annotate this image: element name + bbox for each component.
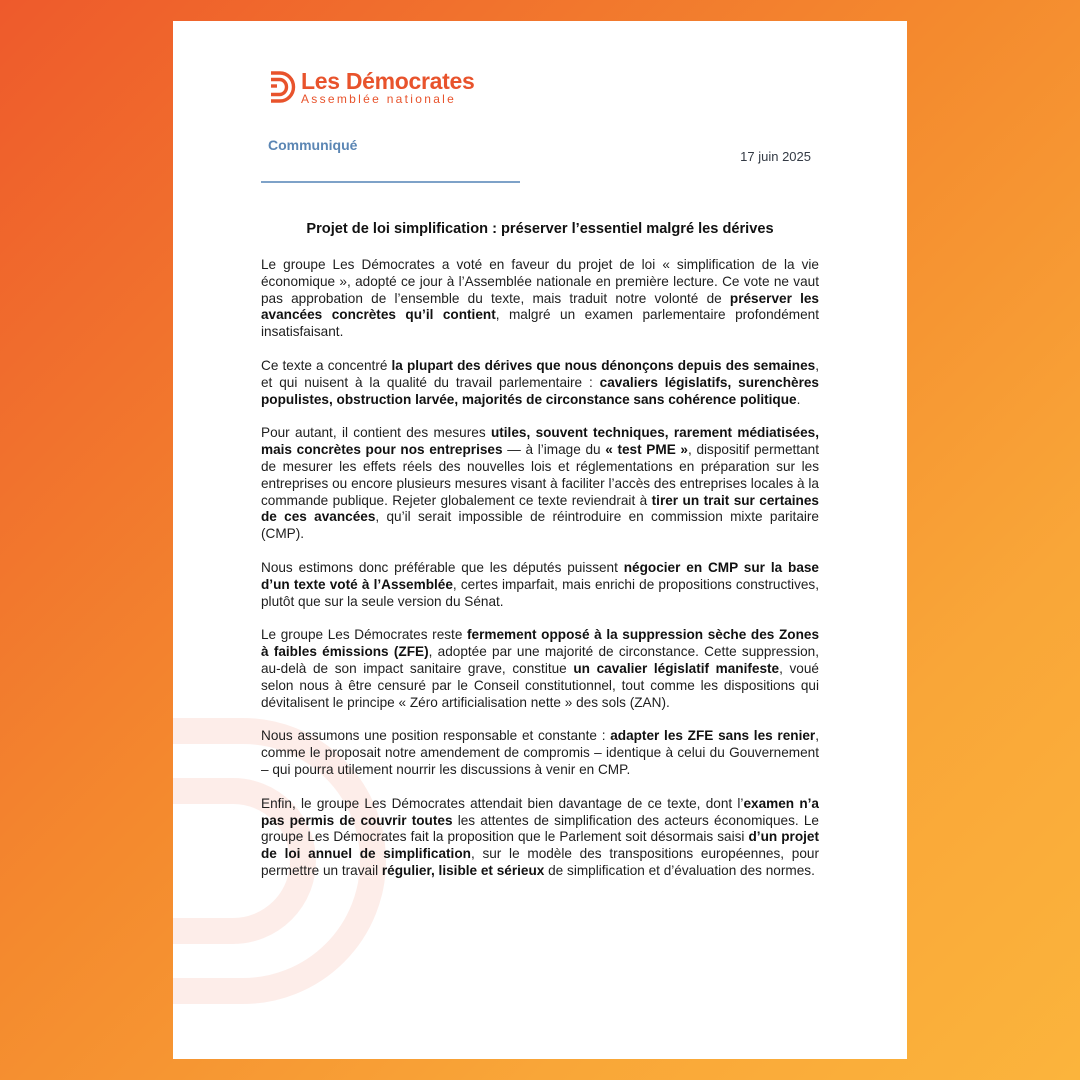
press-release-page [173, 21, 907, 1059]
text-run: Pour autant, il contient des mesures [261, 425, 491, 441]
text-run: , dispositif permettant de mesurer les effets réels des nouvelles lois et réglementations en préparation sur les entreprises ou encore plusieurs mesures visant à faciliter l’accès des entreprises locales à la commande publique. Rejeter globalement ce texte reviendrait à [261, 442, 819, 508]
paragraph-4 [261, 560, 819, 610]
paragraph-5 [261, 627, 819, 711]
bold-text: « test PME » [605, 442, 688, 458]
document-type: Communiqué [268, 137, 358, 153]
document-title: Projet de loi simplification : préserver l’essentiel malgré les dérives [306, 221, 774, 237]
document-date: 17 juin 2025 [740, 149, 811, 164]
text-run: , qu’il serait impossible de réintroduire en commission mixte paritaire (CMP). [261, 509, 819, 542]
text-run: les attentes de simplification des acteurs économiques. Le groupe Les Démocrates fait la proposition que le Parlement soit désormais saisi [261, 812, 819, 845]
text-run: , certes imparfait, mais enrichi de propositions constructives, plutôt que sur la seule version du Sénat. [261, 576, 819, 609]
party-logo [269, 69, 475, 105]
text-run: Nous assumons une position responsable et constante : [261, 728, 611, 744]
text-run: Le groupe Les Démocrates a voté en faveur du projet de loi « simplification de la vie économique », adopté ce jour à l’Assemblée nationale en première lecture. Ce vote ne vaut pas approbation de l’ensemble du texte, mais traduit notre volonté de [261, 257, 819, 306]
bold-text: un cavalier législatif manifeste [573, 660, 780, 676]
bold-text: adapter les ZFE sans les renier [610, 728, 816, 744]
bold-text: fermement opposé à la suppression sèche des Zones à faibles émissions (ZFE) [261, 627, 820, 660]
paragraph-3 [261, 425, 819, 543]
paragraph-7 [261, 796, 819, 880]
bold-text: tirer un trait sur certaines de ces avancées [261, 492, 819, 525]
text-run: de simplification et d’évaluation des normes. [544, 862, 815, 878]
logo-subtitle: Assemblée nationale [301, 92, 457, 106]
text-run: Enfin, le groupe Les Démocrates attendait bien davantage de ce texte, dont l’ [261, 795, 744, 811]
bold-text: examen n’a pas permis de couvrir toutes [261, 795, 819, 828]
text-run: . [796, 391, 801, 407]
text-run: Le groupe Les Démocrates reste [261, 627, 468, 643]
text-run: Nous estimons donc préférable que les députés puissent [261, 559, 624, 575]
text-run: , adoptée par une majorité de circonstance. Cette suppression, au-delà de son impact sanitaire grave, constitue [261, 644, 819, 676]
democrates-logo-icon [269, 71, 297, 103]
text-run: — à l’image du [502, 442, 606, 458]
bold-text: régulier, lisible et sérieux [381, 862, 545, 878]
paragraph-6 [261, 728, 819, 778]
text-run: , et qui nuisent à la qualité du travail parlementaire : [261, 357, 819, 390]
document-body [261, 257, 819, 897]
text-run: , sur le modèle des transpositions européennes, pour permettre un travail [261, 846, 820, 878]
bold-text: utiles, souvent techniques, rarement médiatisées, mais concrètes pour nos entreprises [261, 425, 819, 458]
text-run: , voué selon nous à être censuré par le Conseil constitutionnel, tout comme les dispositions qui dévitalisent le principe « Zéro artificialisation nette » des sols (ZAN). [261, 660, 819, 710]
text-run: , comme le proposait notre amendement de compromis – identique à celui du Gouvernement – qui pourra utilement nourrir les discussions à venir en CMP. [261, 728, 819, 777]
paragraph-2 [261, 358, 819, 408]
bold-text: d’un projet de loi annuel de simplification [261, 829, 819, 862]
header-divider [261, 181, 520, 183]
bold-text: cavaliers législatifs, surenchères populistes, obstruction larvée, majorités de circonstance sans cohérence politique [261, 374, 819, 407]
bold-text: négocier en CMP sur la base d’un texte voté à l’Assemblée [261, 559, 819, 592]
bold-text: la plupart des dérives que nous dénonçons depuis des semaines [391, 357, 816, 373]
paragraph-1 [261, 257, 819, 341]
bold-text: préserver les avancées concrètes qu’il contient [261, 290, 819, 323]
logo-name: Les Démocrates [301, 68, 475, 94]
text-run: , malgré un examen parlementaire profondément insatisfaisant. [261, 307, 819, 340]
text-run: Ce texte a concentré [261, 357, 392, 373]
